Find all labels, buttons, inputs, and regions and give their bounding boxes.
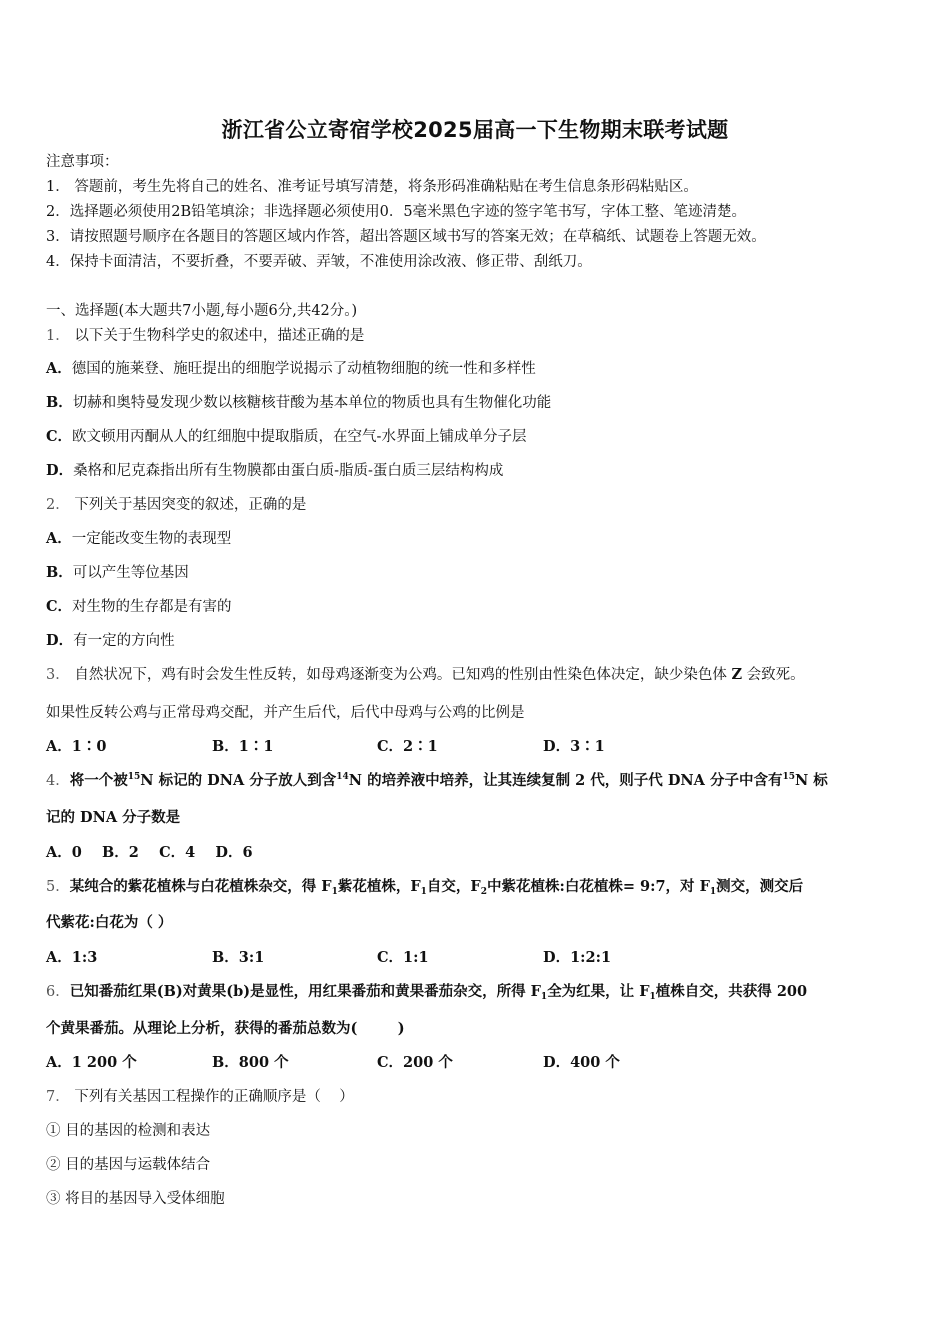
option-label: A．: [46, 530, 72, 547]
question-number: 4．: [46, 773, 70, 789]
question-7-stem: [46, 1087, 354, 1107]
question-4-stem-line2: 记的 DNA 分子数是: [46, 809, 181, 826]
option-text: 有一定的方向性: [73, 633, 175, 649]
generation-subscript: 2: [480, 887, 487, 897]
option-label: B．: [212, 949, 239, 966]
option-text: 德国的施莱登、施旺提出的细胞学说揭示了动植物细胞的统一性和多样性: [71, 361, 536, 377]
question-text: 下列有关基因工程操作的正确顺序是（ ）: [74, 1089, 354, 1105]
option-c: [377, 1053, 453, 1073]
option-d: [46, 461, 503, 481]
notice-item-3: 3．请按照题号顺序在各题目的答题区域内作答，超出答题区域书写的答案无效；在草稿纸、试题卷上答题无效。: [46, 229, 766, 245]
question-text: 全为红果，让 F: [547, 983, 650, 1000]
question-4-options: A．0 B．2 C．4 D．6: [46, 844, 253, 861]
option-c: [46, 427, 526, 447]
option-text: 桑格和尼克森指出所有生物膜都由蛋白质-脂质-蛋白质三层结构构成: [73, 463, 504, 479]
option-a: [46, 1053, 137, 1073]
option-text: 可以产生等位基因: [72, 565, 189, 581]
question-text: 自交，F: [426, 878, 481, 895]
option-c: [377, 737, 438, 757]
option-text: 800 个: [238, 1054, 289, 1071]
option-label: C．: [46, 598, 73, 615]
section-heading: 一、选择题(本大题共7小题,每小题6分,共42分。): [46, 303, 358, 319]
option-d: [543, 1053, 620, 1073]
question-text: N 标: [794, 772, 828, 789]
option-a: [46, 359, 536, 379]
question-2-stem: [46, 495, 306, 515]
option-d: [543, 737, 605, 757]
option-text: 切赫和奥特曼发现少数以核糖核苷酸为基本单位的物质也具有生物催化功能: [72, 395, 552, 411]
question-text: N 标记的 DNA 分子放人到含: [140, 772, 337, 789]
question-number: 7．: [46, 1089, 70, 1105]
option-text: 对生物的生存都是有害的: [72, 599, 232, 615]
option-d: [46, 631, 175, 651]
question-text: 紫花植株，F: [337, 878, 421, 895]
option-text: 3:1: [238, 949, 265, 966]
notice-heading: 注意事项：: [46, 154, 119, 170]
question-text: 自然状况下，鸡有时会发生性反转，如母鸡逐渐变为公鸡。已知鸡的性别由性染色体决定，缺少染色体: [74, 667, 727, 683]
question-number: 2．: [46, 497, 70, 513]
option-text: 1 200 个: [71, 1054, 137, 1071]
option-label: D．: [543, 738, 571, 755]
question-text: 测交，测交后: [716, 878, 804, 895]
option-b: [212, 737, 273, 757]
generation-subscript: 1: [540, 992, 548, 1002]
option-label: B．: [212, 1054, 239, 1071]
question-number: 3．: [46, 667, 70, 683]
option-a: [46, 737, 106, 757]
option-text: 2∶1: [403, 738, 438, 755]
question-text: 下列关于基因突变的叙述，正确的是: [74, 497, 307, 513]
option-c: [377, 948, 429, 968]
notice-item-2: 2．选择题必须使用2B铅笔填涂；非选择题必须使用0．5毫米黑色字迹的签字笔书写，字体工整、笔迹清楚。: [46, 204, 747, 220]
question-text: 将一个被: [69, 772, 128, 789]
isotope-mass: 15: [127, 772, 141, 782]
option-text: 一定能改变生物的表现型: [71, 531, 232, 547]
question-text: 中紫花植株:白花植株= 9:7，对 F: [486, 878, 710, 895]
option-text: 1∶1: [238, 738, 274, 755]
question-5-stem: [46, 877, 803, 897]
generation-subscript: 1: [649, 992, 656, 1002]
question-number: 1．: [46, 328, 70, 344]
option-text: 1:3: [71, 949, 98, 966]
option-text: 1∶0: [71, 738, 107, 755]
option-label: D．: [543, 949, 571, 966]
isotope-mass: 15: [782, 772, 795, 782]
question-4-stem: [46, 771, 828, 791]
question-3-stem: [46, 665, 805, 685]
option-b: [212, 948, 264, 968]
question-6-stem-line2: 个黄果番茄。从理论上分析，获得的番茄总数为( ): [46, 1020, 405, 1037]
option-label: C．: [377, 1054, 404, 1071]
step-item: ② 目的基因与运载体结合: [46, 1157, 211, 1173]
option-text: 200 个: [403, 1054, 453, 1071]
isotope-mass: 14: [336, 772, 349, 782]
option-label: D．: [543, 1054, 571, 1071]
option-text: 1:2:1: [570, 949, 612, 966]
option-label: B．: [46, 394, 73, 411]
option-label: B．: [46, 564, 73, 581]
question-number: 6．: [46, 984, 70, 1000]
chromosome-label: Z: [731, 666, 743, 683]
option-label: D．: [46, 632, 74, 649]
option-text: 欧文顿用丙酮从人的红细胞中提取脂质，在空气-水界面上铺成单分子层: [72, 429, 527, 445]
question-text: N 的培养液中培养，让其连续复制 2 代，则子代 DNA 分子中含有: [348, 772, 783, 789]
question-5-stem-line2: 代紫花:白花为（ ）: [46, 914, 173, 931]
option-label: A．: [46, 1054, 72, 1071]
question-text: 植株自交，共获得 200: [655, 983, 808, 1000]
option-label: A．: [46, 360, 72, 377]
option-d: [543, 948, 611, 968]
option-text: 1:1: [403, 949, 429, 966]
question-1-stem: [46, 326, 364, 346]
option-label: B．: [212, 738, 239, 755]
option-a: [46, 529, 231, 549]
option-label: A．: [46, 949, 72, 966]
option-label: D．: [46, 462, 74, 479]
option-b: [46, 563, 189, 583]
option-b: [46, 393, 551, 413]
option-b: [212, 1053, 289, 1073]
notice-item-1: 1． 答题前，考生先将自己的姓名、准考证号填写清楚，将条形码准确粘贴在考生信息条形码粘贴区。: [46, 179, 698, 195]
question-text: 某纯合的紫花植株与白花植株杂交，得 F: [69, 878, 332, 895]
option-text: 3∶1: [570, 738, 605, 755]
notice-item-4: 4．保持卡面清洁，不要折叠，不要弄破、弄皱，不准使用涂改液、修正带、刮纸刀。: [46, 254, 592, 270]
question-3-stem-line2: 如果性反转公鸡与正常母鸡交配，并产生后代，后代中母鸡与公鸡的比例是: [46, 705, 525, 721]
option-label: C．: [377, 738, 404, 755]
question-number: 5．: [46, 879, 70, 895]
step-item: ① 目的基因的检测和表达: [46, 1123, 211, 1139]
generation-subscript: 1: [709, 887, 717, 897]
generation-subscript: 1: [331, 887, 338, 897]
option-label: C．: [46, 428, 73, 445]
option-c: [46, 597, 232, 617]
page-title: 浙江省公立寄宿学校2025届高一下生物期末联考试题: [221, 118, 729, 142]
generation-subscript: 1: [420, 887, 427, 897]
option-text: 400 个: [570, 1054, 620, 1071]
option-label: A．: [46, 738, 72, 755]
option-label: C．: [377, 949, 404, 966]
question-6-stem: [46, 982, 807, 1002]
question-text: 会致死。: [746, 667, 805, 683]
option-a: [46, 948, 97, 968]
step-item: ③ 将目的基因导入受体细胞: [46, 1191, 225, 1207]
question-text: 以下关于生物科学史的叙述中，描述正确的是: [74, 328, 365, 344]
question-text: 已知番茄红果(B)对黄果(b)是显性，用红果番茄和黄果番茄杂交，所得 F: [69, 983, 541, 1000]
